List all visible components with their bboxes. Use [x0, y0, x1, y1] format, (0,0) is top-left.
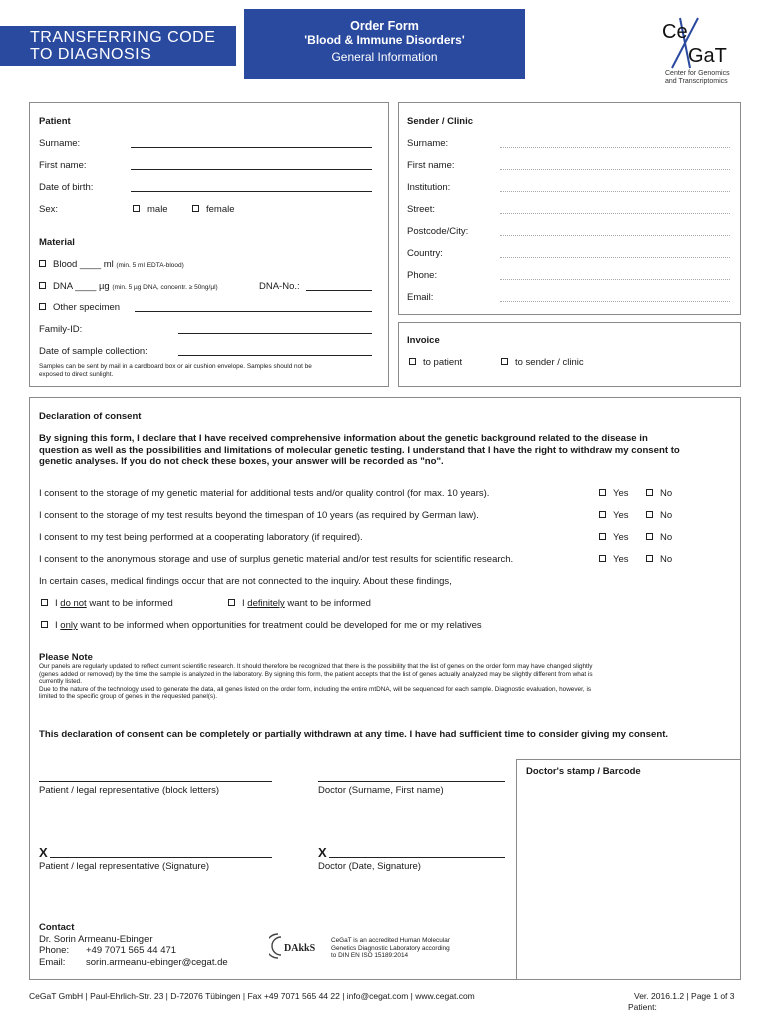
- order-form-title-box: [244, 9, 525, 79]
- doctor-sign-x: X: [318, 845, 327, 860]
- consent-3-yes-checkbox[interactable]: [599, 533, 606, 540]
- consent-2-no-checkbox[interactable]: [646, 511, 653, 518]
- sender-street-field[interactable]: [500, 213, 730, 214]
- blood-checkbox[interactable]: [39, 260, 46, 267]
- male-label: male: [147, 204, 168, 215]
- to-patient-checkbox[interactable]: [409, 358, 416, 365]
- consent-1-yes[interactable]: [599, 488, 629, 499]
- no-label: No: [660, 554, 673, 565]
- dna-label: DNA ____ µg: [53, 281, 110, 292]
- consent-4-no[interactable]: [646, 554, 672, 565]
- do-not-checkbox[interactable]: [41, 599, 48, 606]
- male-checkbox[interactable]: [133, 205, 140, 212]
- female-label: female: [206, 204, 235, 215]
- contact-name: Dr. Sorin Armeanu-Ebinger: [39, 934, 153, 945]
- sender-institution-label: Institution:: [407, 182, 451, 193]
- patient-block-letters-label: Patient / legal representative (block letters): [39, 785, 220, 796]
- no-label: No: [660, 532, 673, 543]
- sender-surname-field[interactable]: [500, 147, 730, 148]
- cegat-logo: [660, 16, 740, 70]
- opt3-underlined: only: [60, 620, 78, 631]
- sender-postcode-label: Postcode/City:: [407, 226, 469, 237]
- sex-male-option[interactable]: [133, 204, 168, 215]
- no-label: No: [660, 510, 673, 521]
- patient-dob-field[interactable]: [131, 191, 372, 192]
- doctor-signature-field[interactable]: [329, 857, 505, 858]
- sender-phone-label: Phone:: [407, 270, 438, 281]
- opt3-post: want to be informed when opportunities for treatment could be developed for me or my relatives: [77, 620, 482, 631]
- material-blood-option[interactable]: [39, 259, 184, 270]
- consent-intro-2: question as well as the possibilities and limitations of molecular genetic testing. I understand that I have the right to withdraw my consent to: [39, 444, 680, 456]
- consent-3-yes[interactable]: [599, 532, 629, 543]
- sample-date-field[interactable]: [178, 355, 372, 356]
- accreditation-line-3: to DIN EN ISO 15189:2014: [331, 952, 409, 960]
- findings-option-definitely[interactable]: [228, 598, 371, 609]
- consent-3-no-checkbox[interactable]: [646, 533, 653, 540]
- no-label: No: [660, 488, 673, 499]
- consent-4-yes[interactable]: [599, 554, 629, 565]
- footer-patient-label: Patient:: [628, 1002, 657, 1012]
- brand-banner: [0, 26, 236, 66]
- dakks-logo: [269, 931, 325, 961]
- opt1-underlined: do not: [60, 598, 87, 609]
- footer-version: Ver. 2016.1.2 | Page 1 of 3: [634, 991, 735, 1001]
- opt2-pre: I: [242, 598, 248, 609]
- logo-tagline-2: and Transcriptomics: [665, 78, 728, 85]
- patient-surname-field[interactable]: [131, 147, 372, 148]
- sender-firstname-label: First name:: [407, 160, 455, 171]
- patient-surname-label: Surname:: [39, 138, 81, 149]
- invoice-heading: Invoice: [407, 335, 440, 346]
- contact-heading: Contact: [39, 922, 75, 933]
- consent-intro-1: By signing this form, I declare that I have received comprehensive information about the genetic background related to the disease in: [39, 433, 648, 444]
- please-note-heading: Please Note: [39, 652, 93, 663]
- to-patient-label: to patient: [423, 357, 463, 368]
- opt3-pre: I: [55, 620, 61, 631]
- opt1-pre: I: [55, 598, 61, 609]
- to-sender-checkbox[interactable]: [501, 358, 508, 365]
- contact-phone-label: Phone:: [39, 945, 70, 956]
- sample-date-label: Date of sample collection:: [39, 346, 148, 357]
- logo-tagline: [665, 70, 730, 86]
- sender-email-field[interactable]: [500, 301, 730, 302]
- patient-firstname-label: First name:: [39, 160, 87, 171]
- doctor-stamp-box[interactable]: [516, 759, 741, 980]
- logo-text-ce: Ce: [662, 21, 688, 43]
- shipping-note: [39, 363, 312, 378]
- findings-intro: In certain cases, medical findings occur that are not connected to the inquiry. About these findings,: [39, 576, 452, 587]
- definitely-checkbox[interactable]: [228, 599, 235, 606]
- doctor-name-field[interactable]: [318, 781, 505, 782]
- accreditation-line-1: CeGaT is an accredited Human Molecular: [331, 937, 450, 944]
- withdraw-statement: This declaration of consent can be completely or partially withdrawn at any time. I have had sufficient time to consider giving my consent.: [39, 729, 669, 740]
- contact-email-label: Email:: [39, 957, 66, 968]
- consent-item-3: I consent to my test being performed at a cooperating laboratory (if required).: [39, 532, 363, 543]
- brand-line-2: TO DIAGNOSIS: [30, 46, 152, 63]
- to-sender-label: to sender / clinic: [515, 357, 584, 368]
- blood-note: (min. 5 ml EDTA-blood): [116, 262, 184, 269]
- doctor-stamp-label: Doctor's stamp / Barcode: [526, 766, 641, 777]
- order-title: Order Form: [350, 19, 419, 33]
- blood-label: Blood ____ ml: [53, 259, 114, 270]
- yes-label: Yes: [613, 510, 629, 521]
- findings-option-do-not[interactable]: [41, 598, 173, 609]
- doctor-signature-label: Doctor (Date, Signature): [318, 861, 421, 872]
- please-note-text: [39, 663, 593, 701]
- findings-option-only[interactable]: [41, 620, 482, 631]
- other-label: Other specimen: [53, 302, 121, 313]
- consent-2-yes-checkbox[interactable]: [599, 511, 606, 518]
- logo-tagline-1: Center for Genomics: [665, 70, 730, 77]
- consent-1-no-checkbox[interactable]: [646, 489, 653, 496]
- patient-signature-field[interactable]: [50, 857, 272, 858]
- yes-label: Yes: [613, 554, 629, 565]
- contact-email[interactable]: sorin.armeanu-ebinger@cegat.de: [86, 957, 228, 968]
- consent-intro-3: genetic analyses. If you do not check these boxes, your answer will be recorded as "no".: [39, 456, 444, 467]
- doctor-name-label: Doctor (Surname, First name): [318, 785, 444, 796]
- patient-box: [29, 102, 389, 387]
- sender-country-label: Country:: [407, 248, 443, 259]
- family-id-label: Family-ID:: [39, 324, 83, 335]
- invoice-to-patient-option[interactable]: [409, 357, 462, 368]
- note-line-4: Due to the nature of the technology used to generate the data, all genes listed on the order form, including the entire mtDNA, will be sequenced for each sample. Diagnostic evaluation, however, is: [39, 685, 592, 693]
- note-line-1: Our panels are regularly updated to reflect current scientific research. It should therefore be recognized that there is the possibility that the list of genes on the order form may have changed slightly: [39, 663, 593, 670]
- opt2-post: want to be informed: [284, 598, 371, 609]
- material-other-option[interactable]: [39, 302, 120, 313]
- dna-no-label: DNA-No.:: [259, 281, 300, 292]
- invoice-box: [398, 322, 741, 387]
- sender-phone-field[interactable]: [500, 279, 730, 280]
- sender-firstname-field[interactable]: [500, 169, 730, 170]
- consent-1-no[interactable]: [646, 488, 672, 499]
- patient-heading: Patient: [39, 116, 71, 127]
- order-subtitle: 'Blood & Immune Disorders': [304, 33, 465, 47]
- yes-label: Yes: [613, 532, 629, 543]
- note-line-3: currently listed.: [39, 678, 82, 686]
- only-checkbox[interactable]: [41, 621, 48, 628]
- female-checkbox[interactable]: [192, 205, 199, 212]
- patient-firstname-field[interactable]: [131, 169, 372, 170]
- consent-intro: [39, 433, 739, 468]
- sex-female-option[interactable]: [192, 204, 235, 215]
- logo-text-gat: GaT: [688, 45, 727, 67]
- contact-phone[interactable]: +49 7071 565 44 471: [86, 945, 177, 956]
- invoice-to-sender-option[interactable]: [501, 357, 584, 368]
- sender-heading: Sender / Clinic: [407, 116, 473, 127]
- patient-signature-label: Patient / legal representative (Signature): [39, 861, 210, 872]
- footer-address: CeGaT GmbH | Paul-Ehrlich-Str. 23 | D-72076 Tübingen | Fax +49 7071 565 44 22 | info@cegat.com | www.cegat.com: [29, 991, 475, 1001]
- opt1-post: want to be informed: [86, 598, 173, 609]
- sender-country-field[interactable]: [500, 257, 730, 258]
- dna-note: (min. 5 µg DNA, concentr. ≥ 50ng/µl): [112, 284, 218, 291]
- consent-1-yes-checkbox[interactable]: [599, 489, 606, 496]
- consent-item-2: I consent to the storage of my test results beyond the timespan of 10 years (as required by German law).: [39, 510, 479, 521]
- sender-email-label: Email:: [407, 292, 434, 303]
- opt2-underlined: definitely: [247, 598, 285, 609]
- dna-no-field[interactable]: [306, 290, 372, 291]
- dakks-text: DAkkS: [284, 943, 316, 954]
- note-line-5: limited to the specific group of genes in the requested panel(s).: [39, 693, 217, 701]
- accreditation-text: [331, 937, 450, 960]
- consent-3-no[interactable]: [646, 532, 672, 543]
- brand-line-1: TRANSFERRING CODE: [30, 29, 216, 46]
- accreditation-line-2: Genetics Diagnostic Laboratory according: [331, 944, 450, 952]
- note-line-2: (genes added or removed) by the time the sample is analyzed in the laboratory. By signing this form, the patient accepts that the list of genes actually analyzed may be slightly different from what is: [39, 670, 593, 678]
- family-id-field[interactable]: [178, 333, 372, 334]
- consent-2-no[interactable]: [646, 510, 672, 521]
- other-checkbox[interactable]: [39, 303, 46, 310]
- shipping-note-2: exposed to direct sunlight.: [39, 370, 114, 378]
- consent-heading: Declaration of consent: [39, 411, 142, 422]
- consent-item-1: I consent to the storage of my genetic material for additional tests and/or quality control (for max. 10 years).: [39, 488, 490, 499]
- patient-sign-x: X: [39, 845, 48, 860]
- consent-item-4: I consent to the anonymous storage and use of surplus genetic material and/or test results for scientific research.: [39, 554, 514, 565]
- material-heading: Material: [39, 237, 75, 248]
- consent-4-yes-checkbox[interactable]: [599, 555, 606, 562]
- order-section: General Information: [331, 50, 438, 64]
- shipping-note-1: Samples can be sent by mail in a cardboard box or air cushion envelope. Samples should not be: [39, 363, 312, 370]
- consent-2-yes[interactable]: [599, 510, 629, 521]
- patient-block-letters-field[interactable]: [39, 781, 272, 782]
- consent-4-no-checkbox[interactable]: [646, 555, 653, 562]
- sender-street-label: Street:: [407, 204, 435, 215]
- patient-sex-label: Sex:: [39, 204, 59, 215]
- material-dna-option[interactable]: [39, 281, 218, 292]
- other-specimen-field[interactable]: [135, 311, 372, 312]
- sender-surname-label: Surname:: [407, 138, 449, 149]
- patient-dob-label: Date of birth:: [39, 182, 94, 193]
- dna-checkbox[interactable]: [39, 282, 46, 289]
- sender-box: [398, 102, 741, 315]
- sender-postcode-field[interactable]: [500, 235, 730, 236]
- sender-institution-field[interactable]: [500, 191, 730, 192]
- yes-label: Yes: [613, 488, 629, 499]
